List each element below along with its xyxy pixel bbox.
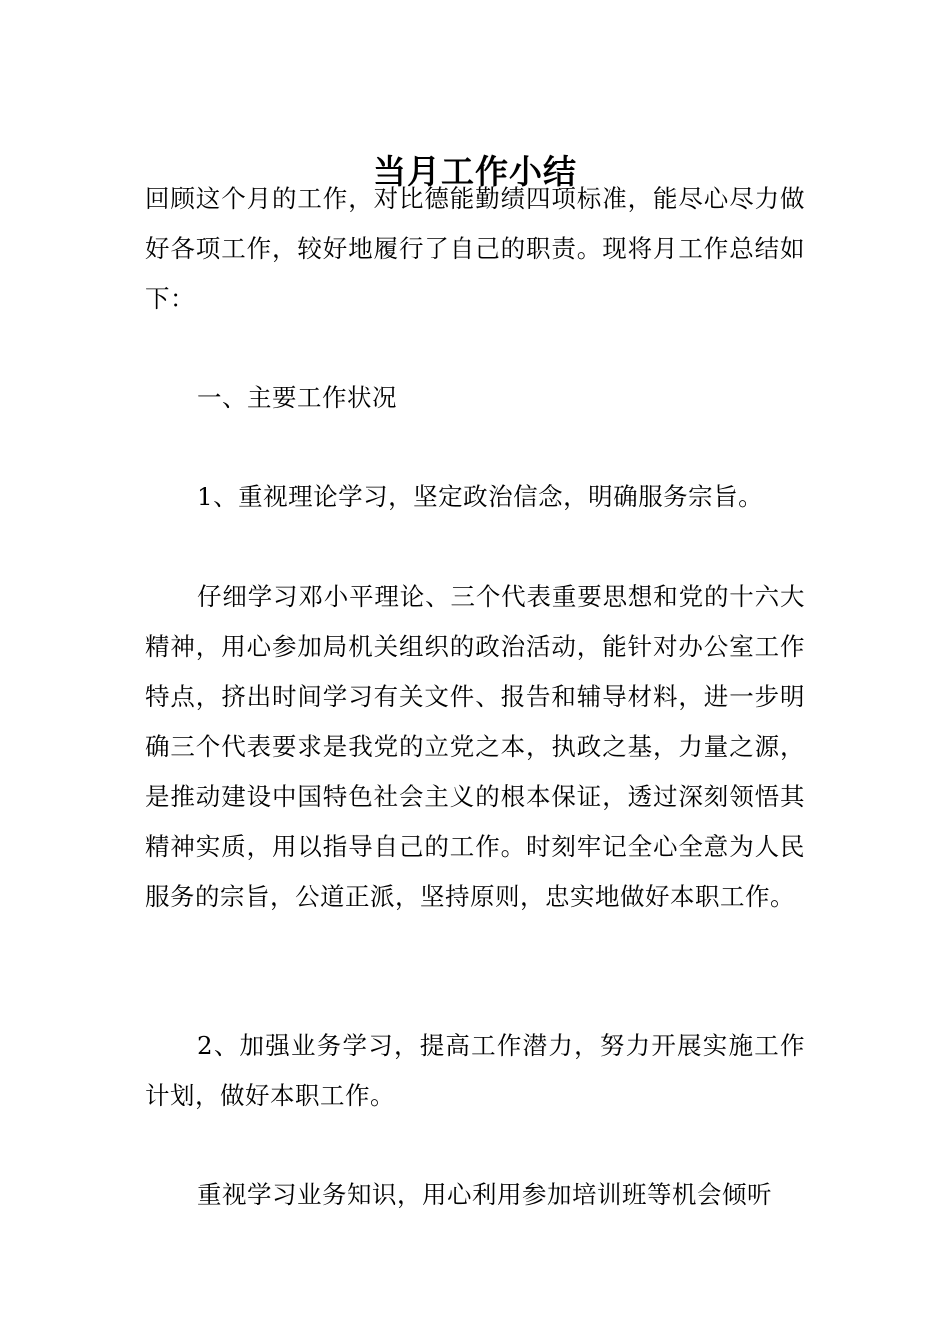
subsection-heading-1: 1、重视理论学习，坚定政治信念，明确服务宗旨。 xyxy=(197,482,764,511)
body-paragraph-1: 仔细学习邓小平理论、三个代表重要思想和党的十六大精神，用心参加局机关组织的政治活动，能针对办公室工作特点，挤出时间学习有关文件、报告和辅导材料，进一步明确三个代表要求是我党的立党之本，执政之基，力量之源，是推动建设中国特色社会主义的根本保证，透过深刻领悟其精神实质，用以指导自己的工作。时刻牢记全心全意为人民服务的宗旨，公道正派，坚持原则，忠实地做好本职工作。 xyxy=(145,582,805,911)
document-title: 当月工作小结 xyxy=(373,152,577,192)
body-paragraph-2: 重视学习业务知识，用心利用参加培训班等机会倾听 xyxy=(197,1180,772,1209)
intro-paragraph: 回顾这个月的工作，对比德能勤绩四项标准，能尽心尽力做好各项工作，较好地履行了自己的职责。现将月工作总结如下： xyxy=(145,184,805,313)
section-heading: 一、主要工作状况 xyxy=(197,383,397,412)
subsection-heading-2: 2、加强业务学习，提高工作潜力，努力开展实施工作计划，做好本职工作。 xyxy=(145,1031,805,1110)
